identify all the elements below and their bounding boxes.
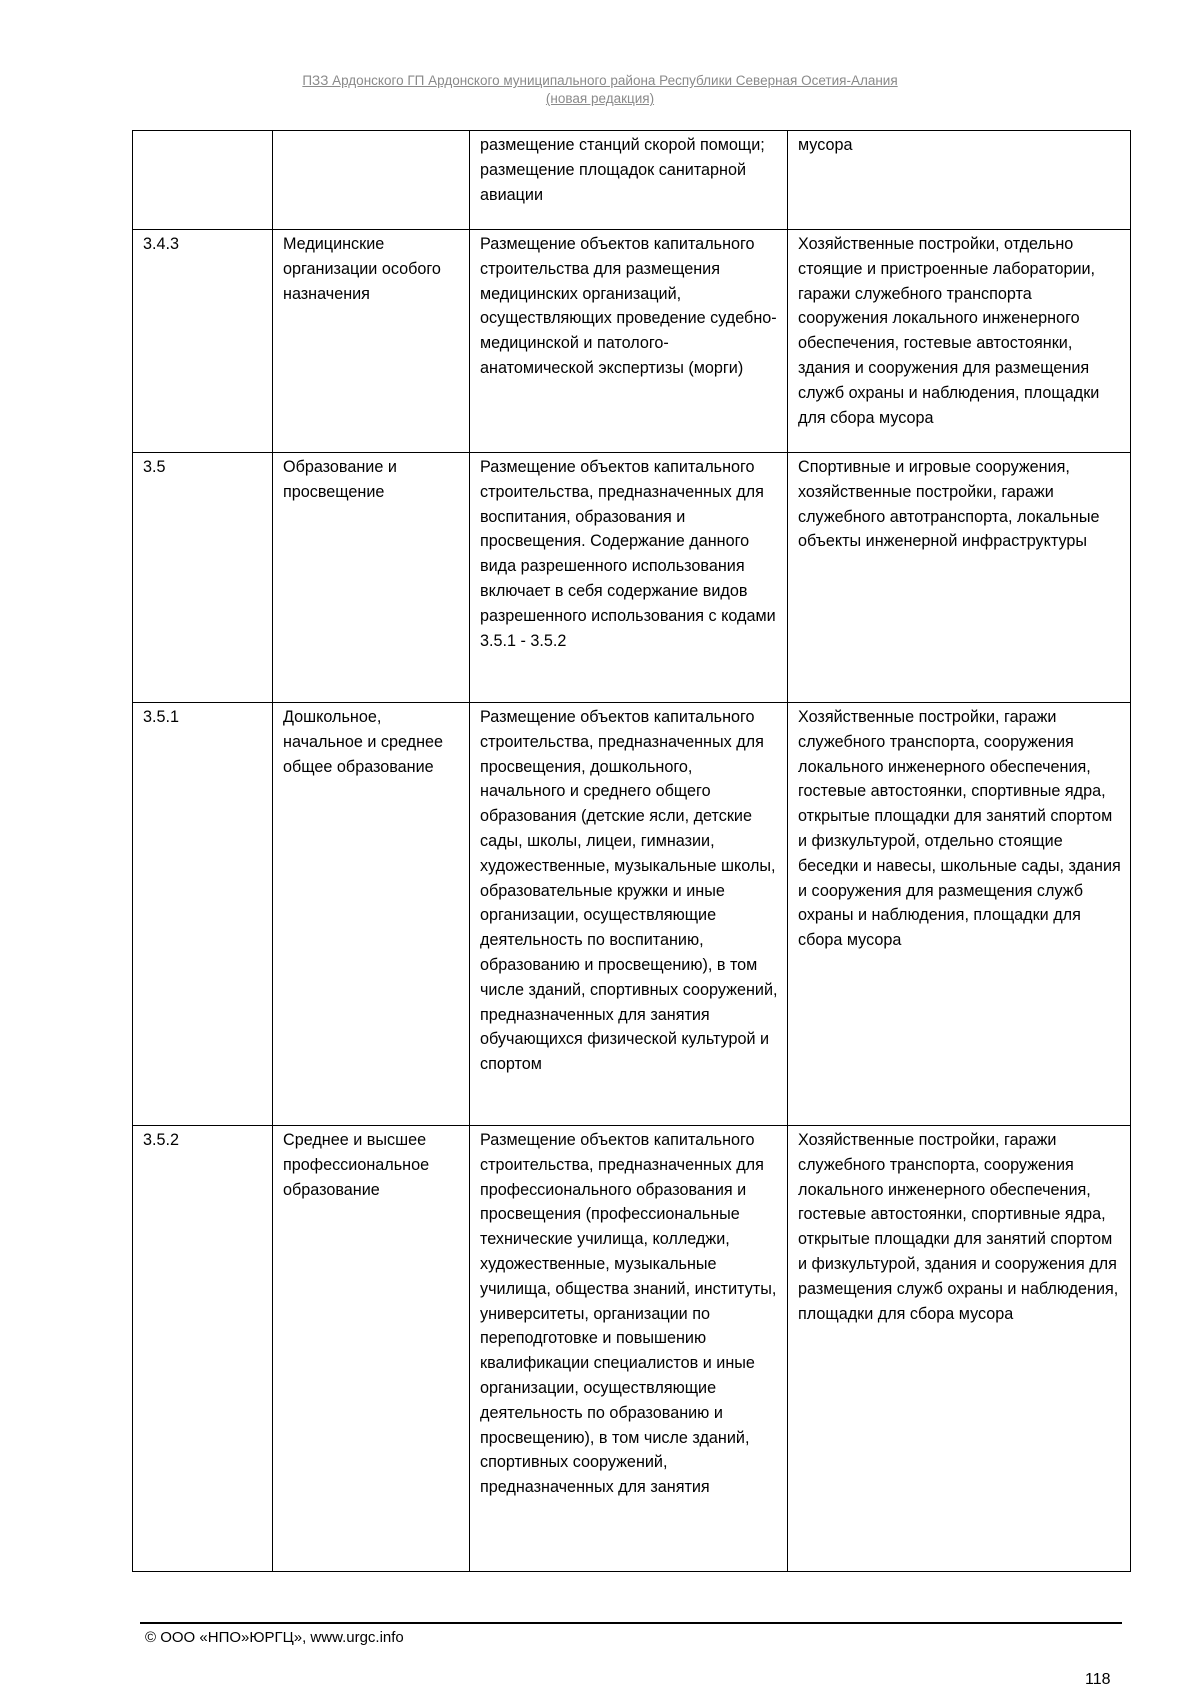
cell-code: 3.5.1 [133, 703, 273, 1126]
cell-auxiliary: Хозяйственные постройки, отдельно стоящие и пристроенные лаборатории, гаражи служебного транспорта сооружения локального инженерного обеспечения, гостевые автостоянки, здания и сооружения для размещения служб охраны и наблюдения, площадки для сбора мусора [788, 230, 1131, 453]
land-use-table [132, 130, 1131, 1572]
table-row [133, 230, 1131, 453]
cell-code: 3.5.2 [133, 1126, 273, 1572]
cell-description: Размещение объектов капитального строительства, предназначенных для профессионального образования и просвещения (профессиональные технические училища, колледжи, художественные, музыкальные училища, общества знаний, институты, университеты, организации по переподготовке и повышению квалификации специалистов и иные организации, осуществляющие деятельность по образованию и просвещению), в том числе зданий, спортивных сооружений, предназначенных для занятия [470, 1126, 788, 1572]
table-row [133, 703, 1131, 1126]
cell-code: 3.4.3 [133, 230, 273, 453]
table-row [133, 1126, 1131, 1572]
cell-code: 3.5 [133, 453, 273, 703]
table-row [133, 131, 1131, 230]
cell-name: Образование и просвещение [273, 453, 470, 703]
footer-divider [140, 1622, 1122, 1624]
cell-auxiliary: мусора [788, 131, 1131, 230]
cell-name: Медицинские организации особого назначения [273, 230, 470, 453]
header-subtitle: (новая редакция) [545, 91, 655, 106]
page-number: 118 [1085, 1671, 1111, 1688]
cell-description: Размещение объектов капитального строительства, предназначенных для просвещения, дошкольного, начального и среднего общего образования (детские ясли, детские сады, школы, лицеи, гимназии, художественные, музыкальные школы, образовательные кружки и иные организации, осуществляющие деятельность по воспитанию, образованию и просвещению), в том числе зданий, спортивных сооружений, предназначенных для занятия обучающихся физической культурой и спортом [470, 703, 788, 1126]
header-title: ПЗЗ Ардонского ГП Ардонского муниципального района Республики Северная Осетия-Алания [302, 73, 898, 88]
footer-copyright: © ООО «НПО»ЮРГЦ», www.urgc.info [145, 1629, 404, 1646]
document-header [0, 72, 1200, 108]
cell-code [133, 131, 273, 230]
cell-auxiliary: Спортивные и игровые сооружения, хозяйственные постройки, гаражи служебного автотранспорта, локальные объекты инженерной инфраструктуры [788, 453, 1131, 703]
cell-description: размещение станций скорой помощи; размещение площадок санитарной авиации [470, 131, 788, 230]
cell-auxiliary: Хозяйственные постройки, гаражи служебного транспорта, сооружения локального инженерного обеспечения, гостевые автостоянки, спортивные ядра, открытые площадки для занятий спортом и физкультурой, здания и сооружения для размещения служб охраны и наблюдения, площадки для сбора мусора [788, 1126, 1131, 1572]
table-row [133, 453, 1131, 703]
cell-description: Размещение объектов капитального строительства для размещения медицинских организаций, осуществляющих проведение судебно-медицинской и патолого-анатомической экспертизы (морги) [470, 230, 788, 453]
cell-name [273, 131, 470, 230]
cell-auxiliary: Хозяйственные постройки, гаражи служебного транспорта, сооружения локального инженерного обеспечения, гостевые автостоянки, спортивные ядра, открытые площадки для занятий спортом и физкультурой, отдельно стоящие беседки и навесы, школьные сады, здания и сооружения для размещения служб охраны и наблюдения, площадки для сбора мусора [788, 703, 1131, 1126]
cell-name: Среднее и высшее профессиональное образование [273, 1126, 470, 1572]
cell-name: Дошкольное, начальное и среднее общее образование [273, 703, 470, 1126]
cell-description: Размещение объектов капитального строительства, предназначенных для воспитания, образования и просвещения. Содержание данного вида разрешенного использования включает в себя содержание видов разрешенного использования с кодами 3.5.1 - 3.5.2 [470, 453, 788, 703]
